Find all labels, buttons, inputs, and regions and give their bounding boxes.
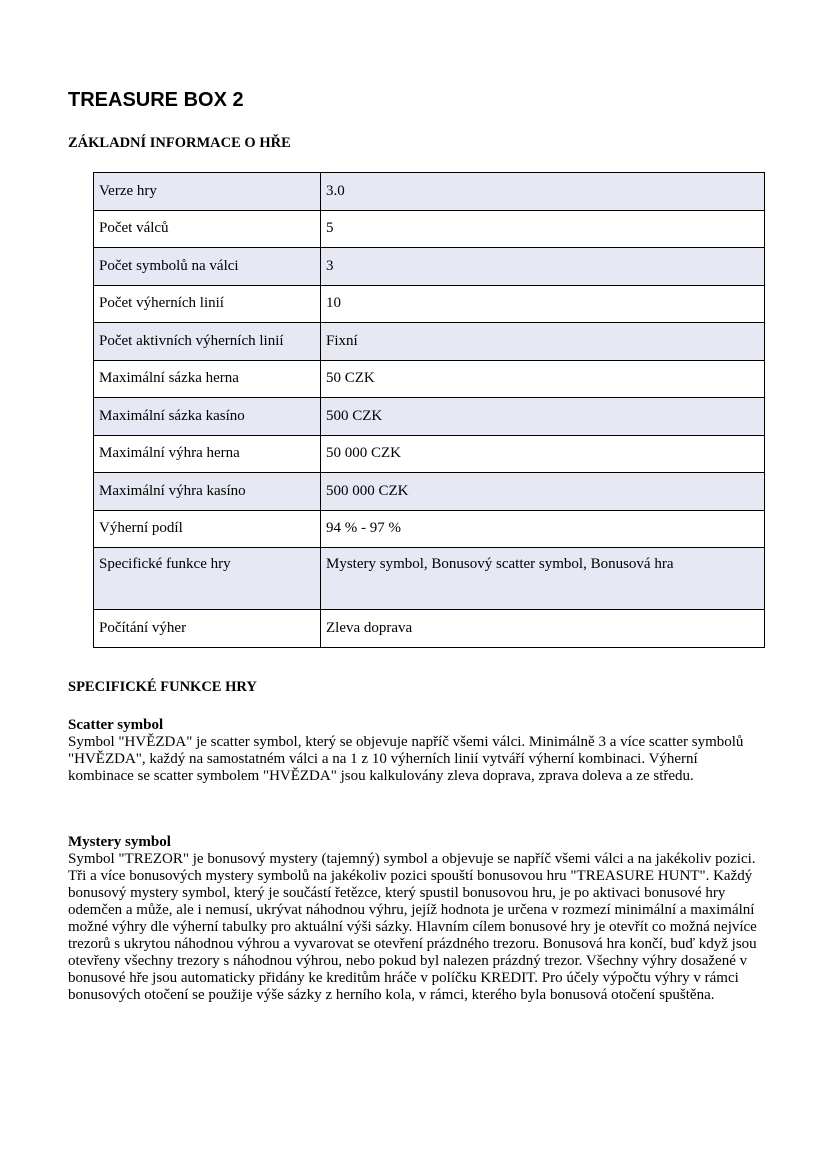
row-value: 3.0 bbox=[321, 173, 765, 211]
row-label: Počítání výher bbox=[94, 610, 321, 648]
row-label: Maximální výhra herna bbox=[94, 435, 321, 473]
scatter-section bbox=[68, 717, 758, 785]
row-label: Specifické funkce hry bbox=[94, 548, 321, 610]
row-label: Počet válců bbox=[94, 210, 321, 248]
row-value: 500 000 CZK bbox=[321, 473, 765, 511]
table-row bbox=[94, 473, 765, 511]
table-row bbox=[94, 173, 765, 211]
row-value: 10 bbox=[321, 285, 765, 323]
row-value: Mystery symbol, Bonusový scatter symbol, Bonusová hra bbox=[321, 548, 765, 610]
scatter-heading: Scatter symbol bbox=[68, 717, 164, 733]
game-info-table bbox=[93, 172, 765, 648]
table-row bbox=[94, 548, 765, 610]
row-label: Výherní podíl bbox=[94, 510, 321, 548]
table-row bbox=[94, 610, 765, 648]
row-label: Počet výherních linií bbox=[94, 285, 321, 323]
row-value: 50 000 CZK bbox=[321, 435, 765, 473]
row-label: Verze hry bbox=[94, 173, 321, 211]
table-row bbox=[94, 285, 765, 323]
table-row bbox=[94, 248, 765, 286]
basic-info-heading: ZÁKLADNÍ INFORMACE O HŘE bbox=[68, 135, 291, 151]
row-value: Zleva doprava bbox=[321, 610, 765, 648]
row-value: 500 CZK bbox=[321, 398, 765, 436]
table-row bbox=[94, 398, 765, 436]
mystery-text: Symbol "TREZOR" je bonusový mystery (tajemný) symbol a objevuje se napříč všemi válci a na jakékoliv pozici. Tři a více bonusových mystery symbolů na jakékoliv pozici spouští bonusovou hru "TREASURE HUNT". Každý bonusový mystery symbol, který je součástí řetězce, který spustil bonusovou hru, je po aktivaci bonusové hry odemčen a může, ale i nemusí, ukrývat náhodnou výhru, jejíž hodnota je určena v rozmezí minimální a maximální možné výhry dle výherní tabulky pro aktuální výši sázky. Hlavním cílem bonusové hry je otevřít co možná nejvíce trezorů s ukrytou náhodnou výhrou a vyvarovat se otevření prázdného trezoru. Bonusová hra končí, buď když jsou otevřeny všechny trezory s náhodnou výhrou, nebo pokud byl nalezen prázdný trezor. Všechny výhry dosažené v bonusové hře jsou automaticky přidány ke kreditům hráče v políčku KREDIT. Pro účely výpočtu výhry v rámci bonusových otočení se použije výše sázky z herního kola, v rámci, kterého byla bonusová otočení spuštěna. bbox=[68, 851, 757, 1003]
row-label: Maximální výhra kasíno bbox=[94, 473, 321, 511]
row-value: Fixní bbox=[321, 323, 765, 361]
table-row bbox=[94, 210, 765, 248]
mystery-section bbox=[68, 834, 758, 1004]
table-row bbox=[94, 360, 765, 398]
mystery-heading: Mystery symbol bbox=[68, 834, 171, 850]
row-value: 3 bbox=[321, 248, 765, 286]
row-label: Maximální sázka kasíno bbox=[94, 398, 321, 436]
row-label: Maximální sázka herna bbox=[94, 360, 321, 398]
page-title: TREASURE BOX 2 bbox=[68, 89, 244, 111]
row-value: 94 % - 97 % bbox=[321, 510, 765, 548]
features-heading: SPECIFICKÉ FUNKCE HRY bbox=[68, 679, 257, 695]
table-row bbox=[94, 435, 765, 473]
row-label: Počet aktivních výherních linií bbox=[94, 323, 321, 361]
row-label: Počet symbolů na válci bbox=[94, 248, 321, 286]
row-value: 5 bbox=[321, 210, 765, 248]
scatter-text: Symbol "HVĚZDA" je scatter symbol, který se objevuje napříč všemi válci. Minimálně 3 a více scatter symbolů "HVĚZDA", každý na samostatném válci a na 1 z 10 výherních linií vytváří výherní kombinaci. Výherní kombinace se scatter symbolem "HVĚZDA" jsou kalkulovány zleva doprava, zprava doleva a ze středu. bbox=[68, 734, 744, 784]
row-value: 50 CZK bbox=[321, 360, 765, 398]
table-row bbox=[94, 323, 765, 361]
table-row bbox=[94, 510, 765, 548]
